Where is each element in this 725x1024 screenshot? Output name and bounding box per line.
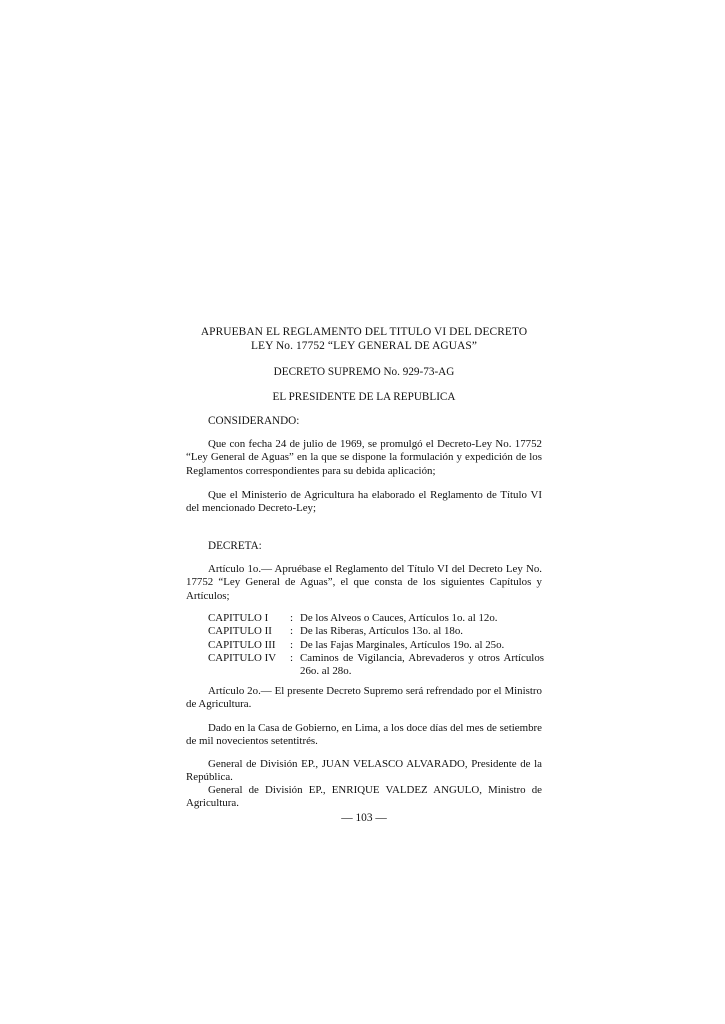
capitulo-name: CAPITULO III — [208, 638, 276, 651]
articulo-2: Artículo 2o.— El presente Decreto Supremo será refrendado por el Ministro de Agricultura. — [186, 685, 542, 711]
capitulo-separator: : — [290, 638, 294, 651]
capitulo-description: De las Riberas, Artículos 13o. al 18o. — [300, 625, 464, 638]
capitulo-description: De los Alveos o Cauces, Artículos 1o. al 12o. — [300, 612, 498, 624]
considerando-heading: CONSIDERANDO: — [208, 415, 300, 427]
capitulo-name: CAPITULO IV — [208, 651, 277, 664]
president-heading: EL PRESIDENTE DE LA REPUBLICA — [272, 391, 456, 403]
decreta-heading: DECRETA: — [208, 540, 262, 552]
capitulo-description: De las Fajas Marginales, Artículos 19o. al 25o. — [300, 638, 505, 651]
title-line-2: LEY No. 17752 “LEY GENERAL DE AGUAS” — [251, 340, 477, 352]
decree-number: DECRETO SUPREMO No. 929-73-AG — [273, 366, 455, 378]
considerando-paragraph-1: Que con fecha 24 de julio de 1969, se promulgó el Decreto-Ley No. 17752 “Ley General de Aguas” en la que se dispone la formulación y expedición de los Reglamentos correspondientes para su debida aplicación; — [186, 438, 542, 477]
capitulo-row — [208, 612, 544, 625]
capitulo-separator: : — [290, 625, 294, 638]
capitulo-separator: : — [290, 612, 294, 624]
signature-minister: General de División EP., ENRIQUE VALDEZ ANGULO, Ministro de Agricultura. — [186, 784, 542, 810]
capitulo-description: Caminos de Vigilancia, Abrevaderos y otros Artículos 26o. al 28o. — [300, 651, 544, 678]
capitulo-name: CAPITULO I — [208, 612, 269, 624]
capitulo-name: CAPITULO II — [208, 625, 272, 638]
considerando-paragraph-2: Que el Ministerio de Agricultura ha elaborado el Reglamento de Título VI del mencionado Decreto-Ley; — [186, 489, 542, 515]
capitulos-table — [208, 612, 544, 678]
dado-paragraph: Dado en la Casa de Gobierno, en Lima, a los doce días del mes de setiembre de mil novecientos setentitrés. — [186, 722, 542, 748]
title-line-1: APRUEBAN EL REGLAMENTO DEL TITULO VI DEL DECRETO — [200, 326, 528, 338]
document-title — [186, 325, 542, 353]
capitulo-row — [208, 652, 544, 679]
signature-president: General de División EP., JUAN VELASCO ALVARADO, Presidente de la República. — [186, 758, 542, 784]
capitulo-row — [208, 625, 544, 638]
capitulo-row — [208, 639, 544, 652]
articulo-1: Artículo 1o.— Apruébase el Reglamento del Título VI del Decreto Ley No. 17752 “Ley General de Aguas”, el que consta de los siguientes Capítulos y Artículos; — [186, 563, 542, 602]
page-number: — 103 — — [341, 812, 387, 824]
capitulo-separator: : — [290, 651, 294, 664]
